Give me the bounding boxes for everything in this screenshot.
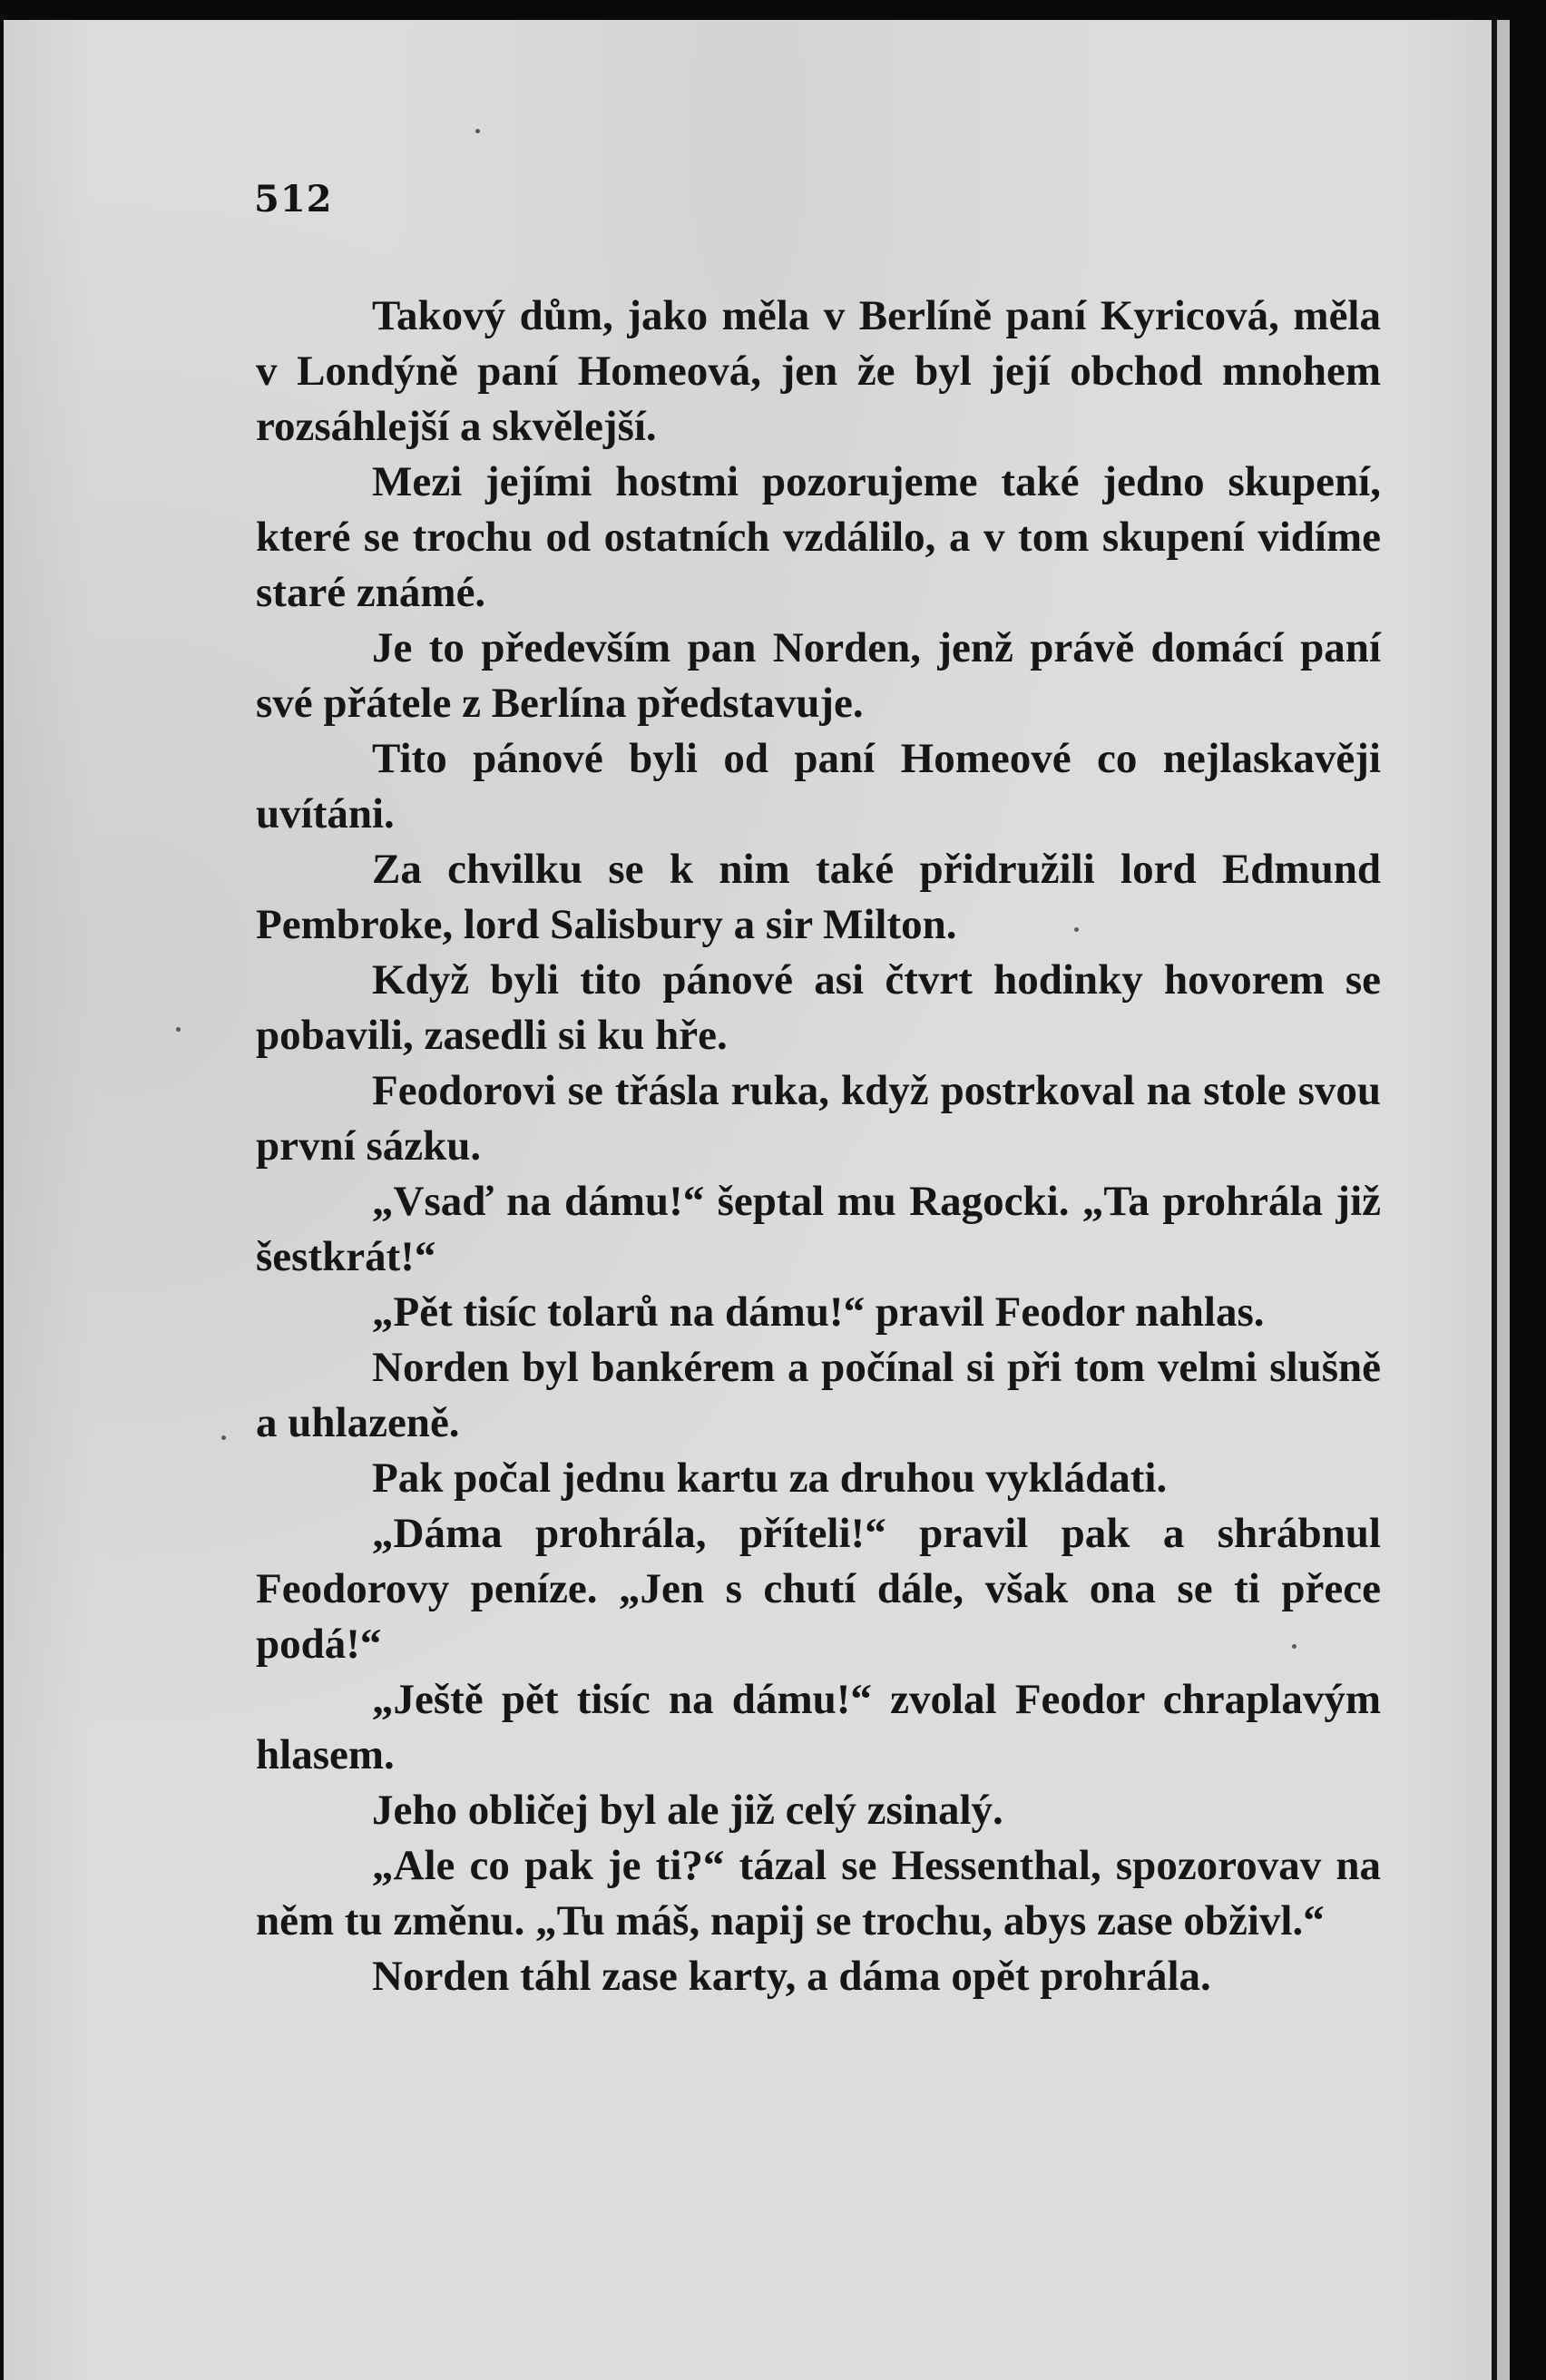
paragraph: Tito pánové byli od paní Homeové co nejlaskavěji uvítáni. (256, 735, 1381, 837)
paragraph: Norden byl bankérem a počínal si při tom velmi slušně a uhlazeně. (256, 1344, 1381, 1446)
paragraph: Takový dům, jako měla v Berlíně paní Kyricová, měla v Londýně paní Homeová, jen že byl její obchod mnohem rozsáhlejší a skvělejší. (256, 292, 1381, 450)
page-number: 512 (254, 178, 333, 220)
paper-speck (475, 129, 480, 133)
paper-speck (221, 1435, 226, 1440)
paragraph: „Dáma prohrála, příteli!“ pravil pak a shrábnul Feodorovy peníze. „Jen s chutí dále, však ona se ti přece podá!“ (256, 1510, 1381, 1668)
paragraph: „Pět tisíc tolarů na dámu!“ pravil Feodor nahlas. (372, 1288, 1265, 1336)
paragraph: Mezi jejími hostmi pozorujeme také jedno skupení, které se trochu od ostatních vzdálilo, a v tom skupení vidíme staré známé. (256, 458, 1381, 616)
paragraph: „Ale co pak je ti?“ tázal se Hessenthal, spozorovav na něm tu změnu. „Tu máš, napij se trochu, abys zase obživl.“ (256, 1842, 1381, 1944)
paragraph: Jeho obličej byl ale již celý zsinalý. (372, 1787, 1003, 1834)
paper-speck (176, 1027, 181, 1032)
adjacent-page-strip (1497, 20, 1510, 2380)
paragraph: Za chvilku se k nim také přidružili lord Edmund Pembroke, lord Salisbury a sir Milton. (256, 846, 1381, 948)
paragraph: „Ještě pět tisíc na dámu!“ zvolal Feodor chraplavým hlasem. (256, 1676, 1381, 1778)
paragraph: „Vsaď na dámu!“ šeptal mu Ragocki. „Ta prohrála již šestkrát!“ (256, 1178, 1381, 1280)
body-text (256, 289, 1381, 2004)
paragraph: Když byli tito pánové asi čtvrt hodinky hovorem se pobavili, zasedli si ku hře. (256, 956, 1381, 1059)
paragraph: Pak počal jednu kartu za druhou vykládati. (372, 1454, 1168, 1502)
paragraph: Je to především pan Norden, jenž právě domácí paní své přátele z Berlína představuje. (256, 624, 1381, 727)
paragraph: Norden táhl zase karty, a dáma opět prohrála. (372, 1953, 1211, 2000)
paragraph: Feodorovi se třásla ruka, když postrkoval na stole svou první sázku. (256, 1067, 1381, 1170)
